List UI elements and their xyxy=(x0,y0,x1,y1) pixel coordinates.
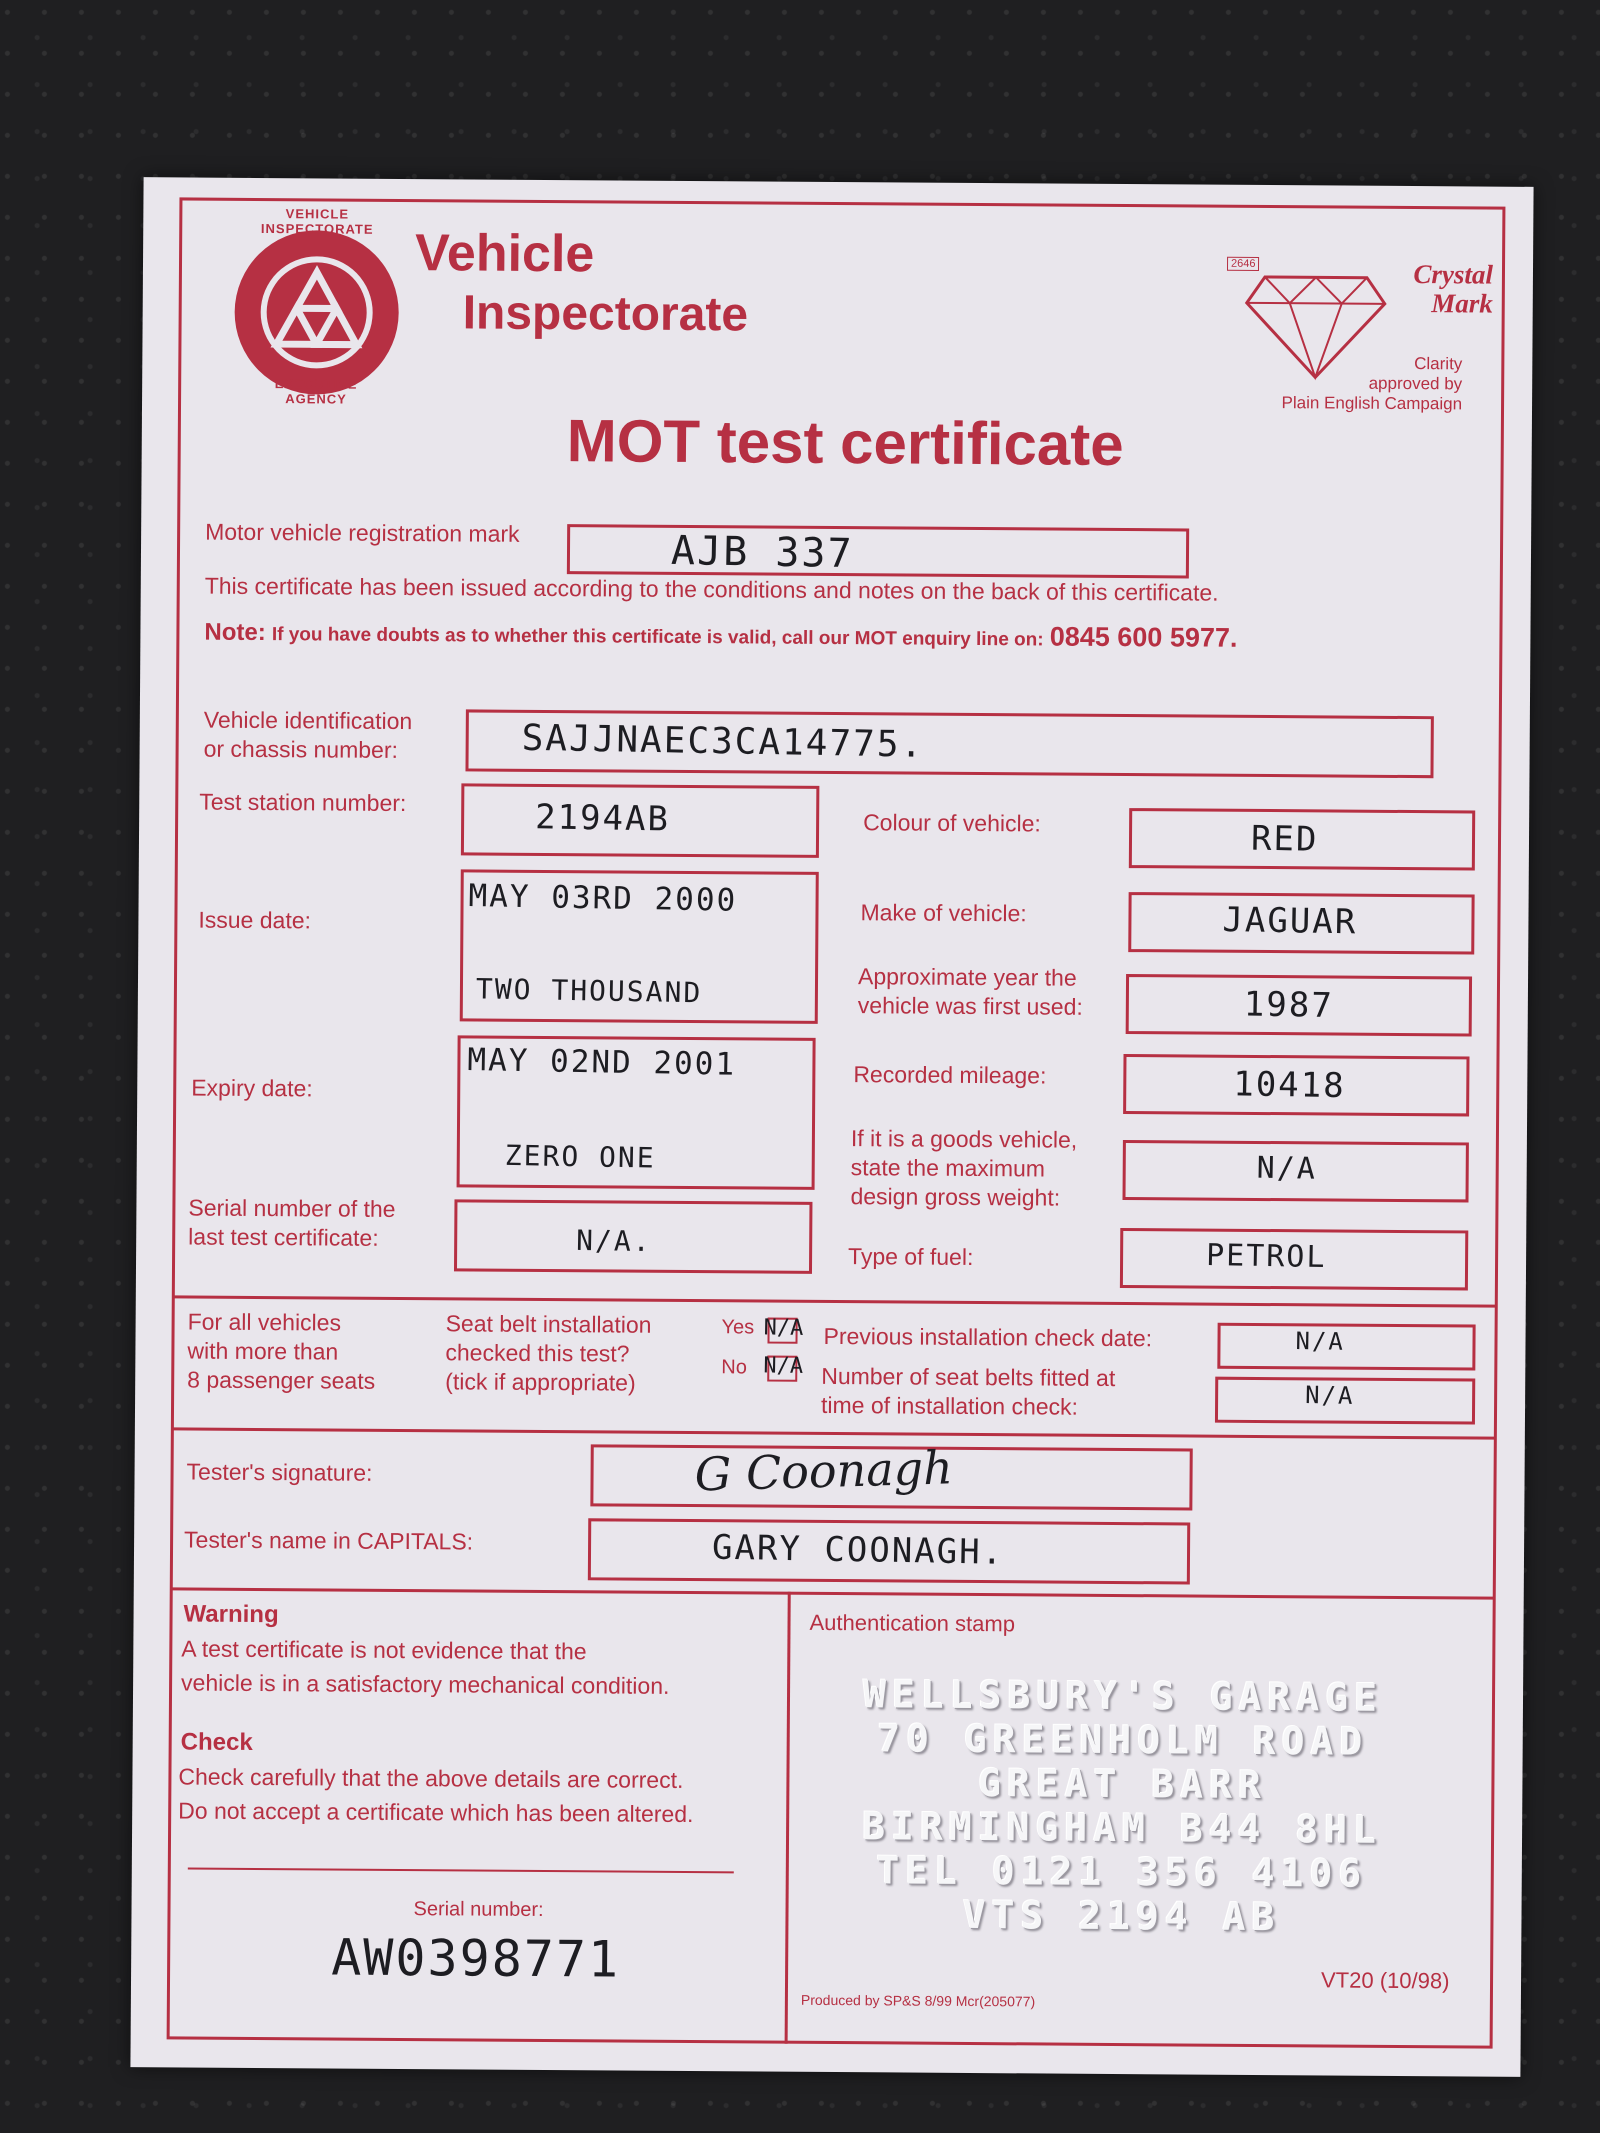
serial-last-label-line-1: Serial number of the xyxy=(188,1194,396,1222)
expiry-value-line-1: MAY 02ND 2001 xyxy=(467,1042,737,1083)
stamp-line-3: GREAT BARR xyxy=(977,1761,1267,1808)
stamp-line-1: WELLSBURY'S GARAGE xyxy=(862,1672,1384,1720)
warning-text xyxy=(181,1631,670,1702)
serial-value: AW0398771 xyxy=(330,1928,621,1989)
year-value: 1987 xyxy=(1243,984,1335,1026)
enquiry-number: 0845 600 5977. xyxy=(1049,621,1238,653)
stamp-line-5: TEL 0121 356 4106 xyxy=(876,1848,1368,1896)
issue-label: Issue date: xyxy=(198,906,312,934)
colour-value: RED xyxy=(1250,818,1319,860)
goods-value: N/A xyxy=(1256,1150,1318,1187)
year-label xyxy=(858,962,1083,1022)
check-line-1: Check carefully that the above details are correct. xyxy=(178,1763,684,1793)
vin-value: SAJJNAEC3CA14775. xyxy=(521,717,925,766)
crystal-number: 2646 xyxy=(1227,257,1260,271)
signature-value: G Coonagh xyxy=(693,1440,954,1502)
warning-title: Warning xyxy=(183,1600,279,1629)
all-vehicles-line-1: For all vehicles xyxy=(187,1308,342,1336)
signature-label: Tester's signature: xyxy=(186,1458,373,1486)
registration-box xyxy=(567,524,1189,578)
all-vehicles-text xyxy=(187,1308,376,1396)
station-value: 2194AB xyxy=(534,797,671,840)
prev-check-box xyxy=(1217,1323,1475,1371)
stamp-line-4: BIRMINGHAM B44 8HL xyxy=(862,1804,1383,1852)
warning-line-2: vehicle is in a satisfactory mechanical condition. xyxy=(181,1669,670,1699)
registration-value: AJB 337 xyxy=(670,527,854,578)
yes-label: Yes xyxy=(721,1316,755,1339)
num-belts-value: N/A xyxy=(1304,1381,1355,1410)
num-belts-label xyxy=(821,1362,1115,1422)
all-vehicles-line-3: 8 passenger seats xyxy=(187,1366,376,1394)
goods-label xyxy=(850,1124,1077,1213)
colour-label: Colour of vehicle: xyxy=(863,809,1041,837)
make-value: JAGUAR xyxy=(1222,900,1358,943)
seatbelt-checked-text xyxy=(445,1309,651,1397)
serial-label: Serial number: xyxy=(413,1898,544,1922)
crystal-mark-label: Crystal Mark xyxy=(1413,259,1494,319)
name-label: Tester's name in CAPITALS: xyxy=(184,1526,474,1555)
form-code: VT20 (10/98) xyxy=(1320,1967,1450,1994)
expiry-value-line-2: ZERO ONE xyxy=(504,1138,656,1175)
station-label: Test station number: xyxy=(199,788,407,817)
logo-ring-top-text: VEHICLE INSPECTORATE xyxy=(260,206,374,237)
make-label: Make of vehicle: xyxy=(860,899,1027,927)
check-line-2: Do not accept a certificate which has been altered. xyxy=(178,1797,694,1828)
produced-by: Produced by SP&S 8/99 Mcr(205077) xyxy=(800,1991,1036,2010)
goods-label-line-3: design gross weight: xyxy=(850,1183,1061,1211)
mot-certificate xyxy=(130,177,1533,2077)
seatbelt-checked-line-2: checked this test? xyxy=(445,1339,630,1367)
issue-value-line-2: TWO THOUSAND xyxy=(475,972,703,1010)
vin-label-line-2: or chassis number: xyxy=(203,735,399,763)
check-text xyxy=(178,1759,694,1831)
warning-line-1: A test certificate is not evidence that the xyxy=(181,1635,587,1665)
all-vehicles-line-2: with more than xyxy=(187,1337,339,1365)
goods-label-line-1: If it is a goods vehicle, xyxy=(850,1125,1078,1153)
serial-last-label-line-2: last test certificate: xyxy=(188,1223,379,1251)
prev-check-label: Previous installation check date: xyxy=(823,1322,1153,1352)
note-label: Note: xyxy=(204,618,266,647)
clarity-line-1: Clarity xyxy=(1414,354,1463,374)
yes-value: N/A xyxy=(763,1315,804,1342)
clarity-text xyxy=(1202,353,1462,415)
conditions-text: This certificate has been issued according to the conditions and notes on the back of this certificate. xyxy=(204,572,1219,606)
clarity-line-3: Plain English Campaign xyxy=(1281,393,1463,414)
brand-line-1: Vehicle xyxy=(414,224,595,284)
vin-label-line-1: Vehicle identification xyxy=(203,706,413,735)
authentication-stamp xyxy=(831,1672,1413,1940)
fuel-label: Type of fuel: xyxy=(848,1243,974,1270)
goods-label-line-2: state the maximum xyxy=(850,1154,1046,1182)
logo-ring-bottom: EXECUTIVE AGENCY xyxy=(274,376,358,407)
no-label: No xyxy=(721,1356,747,1379)
fuel-value: PETROL xyxy=(1205,1237,1327,1276)
vin-label xyxy=(204,706,413,765)
serial-last-label xyxy=(188,1194,396,1253)
note-text: If you have doubts as to whether this certificate is valid, call our MOT enquiry line on: xyxy=(271,624,1044,651)
mileage-value: 10418 xyxy=(1232,1064,1347,1107)
year-label-line-2: vehicle was first used: xyxy=(857,992,1083,1020)
mileage-label: Recorded mileage: xyxy=(853,1061,1047,1089)
num-belts-label-line-2: time of installation check: xyxy=(820,1391,1079,1420)
year-label-line-1: Approximate year the xyxy=(857,963,1077,991)
check-title: Check xyxy=(180,1728,253,1756)
serial-last-value: N/A. xyxy=(575,1223,652,1259)
num-belts-label-line-1: Number of seat belts fitted at xyxy=(821,1362,1116,1391)
document-title: MOT test certificate xyxy=(566,407,1124,479)
name-value: GARY COONAGH. xyxy=(711,1527,1005,1573)
issue-value-line-1: MAY 03RD 2000 xyxy=(468,878,738,919)
no-value: N/A xyxy=(763,1353,804,1380)
clarity-line-2: approved by xyxy=(1368,373,1463,394)
stamp-title: Authentication stamp xyxy=(809,1609,1016,1637)
stamp-line-2: 70 GREENHOLM ROAD xyxy=(877,1716,1369,1764)
seatbelt-checked-line-1: Seat belt installation xyxy=(445,1310,652,1338)
stamp-line-6: VTS 2194 AB xyxy=(962,1892,1281,1940)
vehicle-inspectorate-logo-icon xyxy=(230,226,403,399)
brand-line-2: Inspectorate xyxy=(462,286,749,342)
seatbelt-checked-line-3: (tick if appropriate) xyxy=(445,1368,636,1396)
prev-check-value: N/A xyxy=(1295,1326,1346,1356)
registration-label: Motor vehicle registration mark xyxy=(205,518,520,547)
expiry-label: Expiry date: xyxy=(191,1074,313,1102)
